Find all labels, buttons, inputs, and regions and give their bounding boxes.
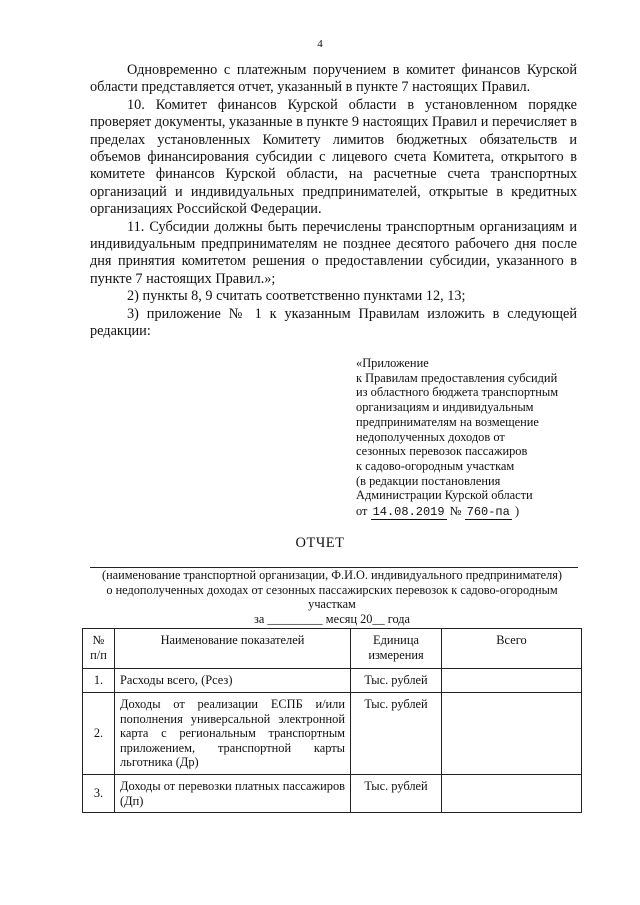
body-text: [90, 62, 577, 341]
number-prefix: №: [449, 504, 462, 519]
caption-line: за _________ месяц 20__ года: [253, 611, 411, 626]
paragraph: 11. Субсидии должны быть перечислены транспортным организациям и индивидуальным предпринимателям не позднее десятого рабочего дня после дня принятия комитетом решения о предоставлении субсидии, указанного в пункте 7 настоящих Правил.»;: [90, 218, 577, 287]
row-total: [442, 669, 582, 693]
header-name: Наименование показателей: [115, 629, 351, 669]
appendix-line: Администрации Курской области: [356, 488, 533, 503]
table-row: [83, 669, 582, 693]
row-name: Расходы всего, (Рсез): [115, 669, 351, 693]
table-row: [83, 693, 582, 775]
appendix-line: организациям и индивидуальным: [356, 400, 534, 415]
row-num: 3.: [83, 775, 115, 813]
header-total: Всего: [442, 629, 582, 669]
decree-number: 760-па: [466, 505, 510, 520]
row-num: 2.: [83, 693, 115, 775]
paragraph: 2) пункты 8, 9 считать соответственно пунктами 12, 13;: [127, 288, 466, 305]
appendix-line: сезонных перевозок пассажиров: [356, 444, 528, 459]
date-suffix: ): [514, 504, 520, 519]
row-total: [442, 775, 582, 813]
caption-line: (наименование транспортной организации, Ф.И.О. индивидуального предпринимателя): [102, 568, 562, 582]
appendix-header: [356, 356, 578, 520]
page-number: 4: [317, 38, 323, 50]
appendix-line: «Приложение: [356, 356, 429, 370]
row-name: Доходы от перевозки платных пассажиров (Дп): [115, 775, 351, 813]
table-row: [83, 775, 582, 813]
appendix-line: (в редакции постановления: [356, 473, 501, 488]
appendix-line: предпринимателям на возмещение: [356, 414, 539, 429]
appendix-date-line: [356, 504, 578, 520]
decree-date: 14.08.2019: [372, 505, 445, 520]
report-title: ОТЧЕТ: [295, 535, 345, 551]
date-prefix: от: [356, 504, 368, 519]
row-unit: Тыс. рублей: [351, 693, 442, 775]
row-total: [442, 693, 582, 775]
table-header-row: [83, 629, 582, 669]
row-unit: Тыс. рублей: [351, 669, 442, 693]
header-unit: Единица измерения: [351, 629, 442, 669]
row-unit: Тыс. рублей: [351, 775, 442, 813]
header-num: № п/п: [83, 629, 115, 669]
caption-line: о недополученных доходах от сезонных пассажирских перевозок к садово-огородным участкам: [106, 582, 558, 612]
paragraph: 10. Комитет финансов Курской области в установленном порядке проверяет документы, указанные в пункте 9 настоящих Правил и перечисляет в пределах установленных Комитету лимитов бюджетных обязательств и объемов финансирования субсидии с лицевого счета Комитета, открытого в комитете финансов Курской области, на расчетные счета транспортных организаций и индивидуальных предпринимателей, открытые в кредитных организациях Российской Федерации.: [90, 96, 577, 218]
row-num: 1.: [83, 669, 115, 693]
report-caption: [82, 568, 582, 626]
appendix-line: к Правилам предоставления субсидий: [356, 370, 558, 385]
appendix-line: к садово-огородным участкам: [356, 458, 515, 473]
paragraph: 3) приложение № 1 к указанным Правилам изложить в следующей редакции:: [90, 305, 577, 340]
report-table: [82, 628, 582, 813]
appendix-line: из областного бюджета транспортным: [356, 385, 559, 400]
appendix-line: недополученных доходов от: [356, 429, 505, 444]
row-name: Доходы от реализации ЕСПБ и/или пополнения универсальной электронной карта с региональным транспортным приложением, транспортной карты льготника (Др): [115, 693, 351, 775]
paragraph: Одновременно с платежным поручением в комитет финансов Курской области представляется отчет, указанный в пункте 7 настоящих Правил.: [90, 62, 577, 96]
